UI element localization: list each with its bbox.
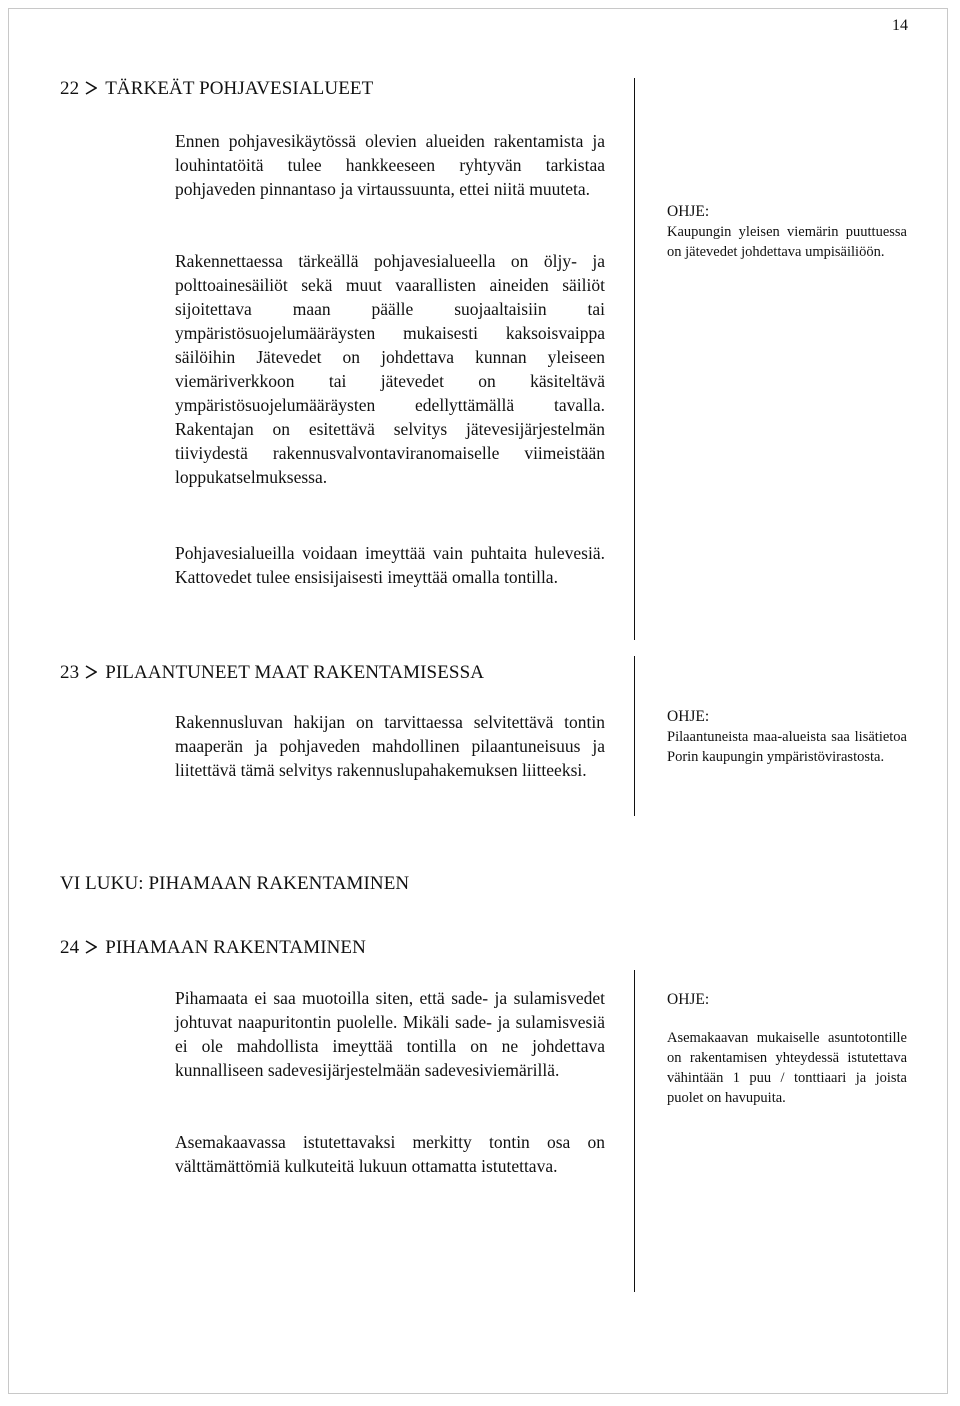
- paragraph: Pihamaata ei saa muotoilla siten, että sade- ja sulamisvedet johtuvat naapuritontin puolelle. Mikäli sade- ja sulamisvesiä ei ole mahdollista imeyttää tontilla on ne johdettava kunnalliseen sadevesijärjestelmään sadevesiviemärillä.: [175, 988, 605, 1080]
- paragraph: Asemakaavassa istutettavaksi merkitty tontin osa on välttämättömiä kulkuteitä lukuun ottamatta istutettava.: [175, 1132, 605, 1176]
- note-text: Pilaantuneista maa-alueista saa lisätietoa Porin kaupungin ympäristövirastosta.: [667, 729, 907, 765]
- paragraph: Rakennusluvan hakijan on tarvittaessa selvitettävä tontin maaperän ja pohjaveden mahdollinen pilaantuneisuus ja liitettävä tämä selvitys rakennuslupahakemuksen liitteeksi.: [175, 712, 605, 780]
- note-label: OHJE:: [667, 203, 710, 220]
- guidance-note: [667, 990, 907, 1108]
- section-marker-icon: [85, 81, 97, 95]
- column-divider: [634, 78, 635, 640]
- section-heading-text: [60, 78, 373, 99]
- column-divider: [634, 656, 635, 816]
- section-marker-icon: [85, 940, 97, 954]
- column-divider: [634, 970, 635, 1292]
- section-title: TÄRKEÄT POHJAVESIALUEET: [105, 78, 374, 99]
- note-text: Kaupungin yleisen viemärin puuttuessa on jätevedet johdettava umpisäiliöön.: [667, 224, 907, 260]
- paragraph: Ennen pohjavesikäytössä olevien alueiden rakentamista ja louhintatöitä tulee hankkeeseen ryhtyvän tarkistaa pohjaveden pinnantaso ja virtaussuunta, ettei niitä muuteta.: [175, 131, 605, 199]
- section-heading-24: [60, 937, 366, 959]
- section-number: 24: [60, 937, 80, 958]
- section-heading-23: [60, 662, 484, 684]
- chapter-heading: VI LUKU: PIHAMAAN RAKENTAMINEN: [60, 873, 410, 894]
- page-number: 14: [892, 17, 908, 34]
- section-heading-text: [60, 937, 366, 958]
- paragraph: Rakennettaessa tärkeällä pohjavesialueella on öljy- ja polttoainesäiliöt sekä muut vaarallisten aineiden säiliöt sijoitettava maan päälle suojaaltaisiin tai ympäristösuojelumääräysten mukaisesti kaksoisvaippa säilöihin Jätevedet on johdettava kunnan yleiseen viemäriverkkoon tai jätevedet on käsiteltävä ympäristösuojelumääräysten edellyttämällä tavalla. Rakentajan on esitettävä selvitys jätevesijärjestelmän tiiviydestä rakennusvalvontaviranomaiselle viimeistään loppukatselmuksessa.: [175, 251, 605, 487]
- section-heading-22: [60, 78, 373, 100]
- section-title: PILAANTUNEET MAAT RAKENTAMISESSA: [105, 662, 485, 683]
- guidance-note: [667, 707, 907, 767]
- guidance-note: [667, 202, 907, 262]
- section-number: 22: [60, 78, 80, 99]
- section-title: PIHAMAAN RAKENTAMINEN: [105, 937, 366, 958]
- note-label: OHJE:: [667, 708, 710, 725]
- section-number: 23: [60, 662, 80, 683]
- section-marker-icon: [85, 665, 97, 679]
- paragraph: Pohjavesialueilla voidaan imeyttää vain puhtaita hulevesiä. Kattovedet tulee ensisijaisesti imeyttää omalla tontilla.: [175, 543, 605, 587]
- section-heading-text: [60, 662, 484, 683]
- note-label: OHJE:: [667, 991, 710, 1008]
- note-text: Asemakaavan mukaiselle asuntotontille on rakentamisen yhteydessä istutettava vähintään 1 puu / tonttiaari ja joista puolet on havupuita.: [667, 1030, 907, 1106]
